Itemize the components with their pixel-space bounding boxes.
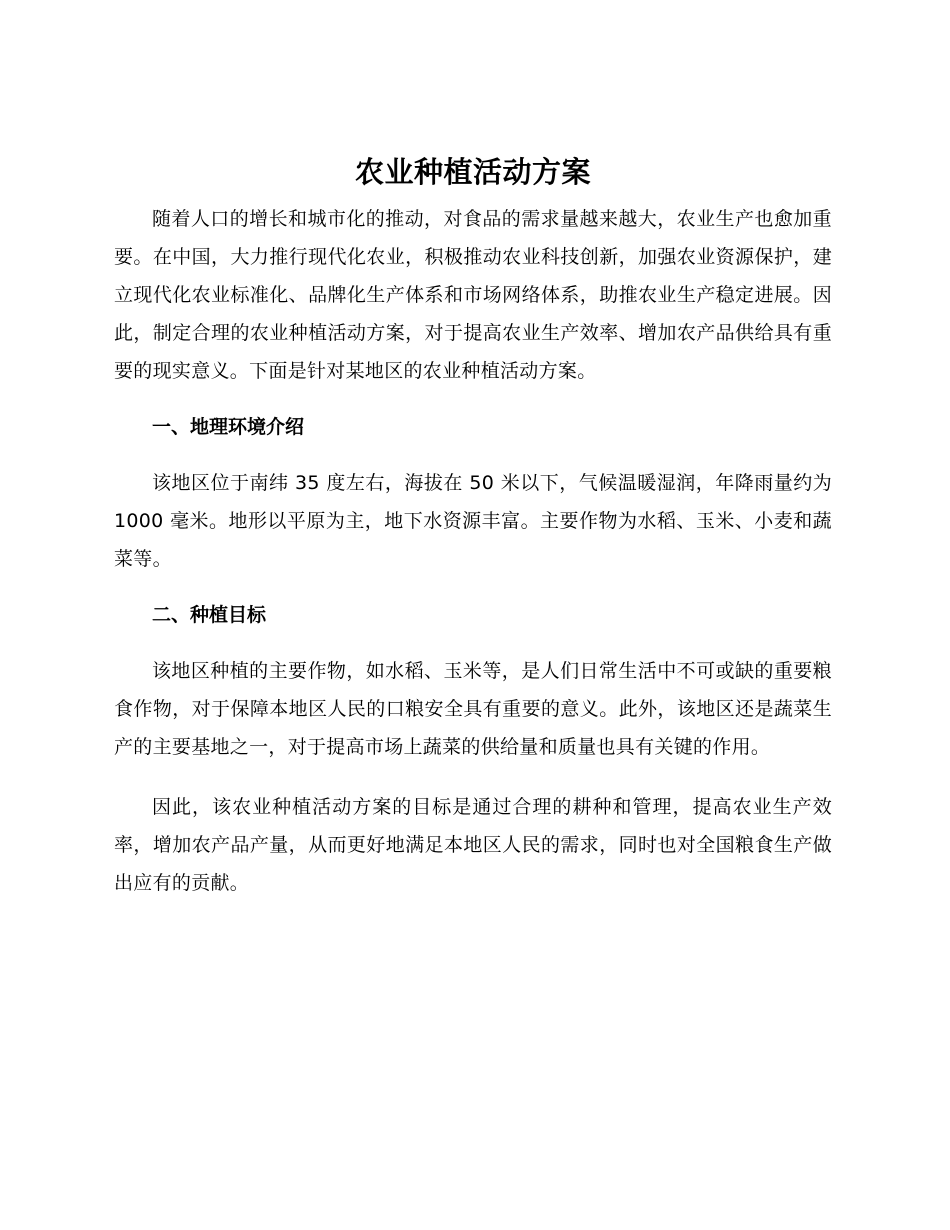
goals-paragraph-2: 因此，该农业种植活动方案的目标是通过合理的耕种和管理，提高农业生产效率，增加农产品产量，从而更好地满足本地区人民的需求，同时也对全国粮食生产做出应有的贡献。 [114,796,832,894]
section-heading-goals: 二、种植目标 [152,604,267,626]
geography-paragraph: 该地区位于南纬 35 度左右，海拔在 50 米以下，气候温暖湿润，年降雨量约为 1000 毫米。地形以平原为主，地下水资源丰富。主要作物为水稻、玉米、小麦和蔬菜等。 [114,472,832,570]
document-body [114,150,832,902]
goals-paragraph-1: 该地区种植的主要作物，如水稻、玉米等，是人们日常生活中不可或缺的重要粮食作物，对于保障本地区人民的口粮安全具有重要的意义。此外，该地区还是蔬菜生产的主要基地之一，对于提高市场上蔬菜的供给量和质量也具有关键的作用。 [114,660,832,758]
intro-paragraph: 随着人口的增长和城市化的推动，对食品的需求量越来越大，农业生产也愈加重要。在中国，大力推行现代化农业，积极推动农业科技创新，加强农业资源保护，建立现代化农业标准化、品牌化生产体系和市场网络体系，助推农业生产稳定进展。因此，制定合理的农业种植活动方案，对于提高农业生产效率、增加农产品供给具有重要的现实意义。下面是针对某地区的农业种植活动方案。 [114,208,832,382]
document-title: 农业种植活动方案 [354,155,591,189]
section-heading-geography: 一、地理环境介绍 [152,416,305,438]
